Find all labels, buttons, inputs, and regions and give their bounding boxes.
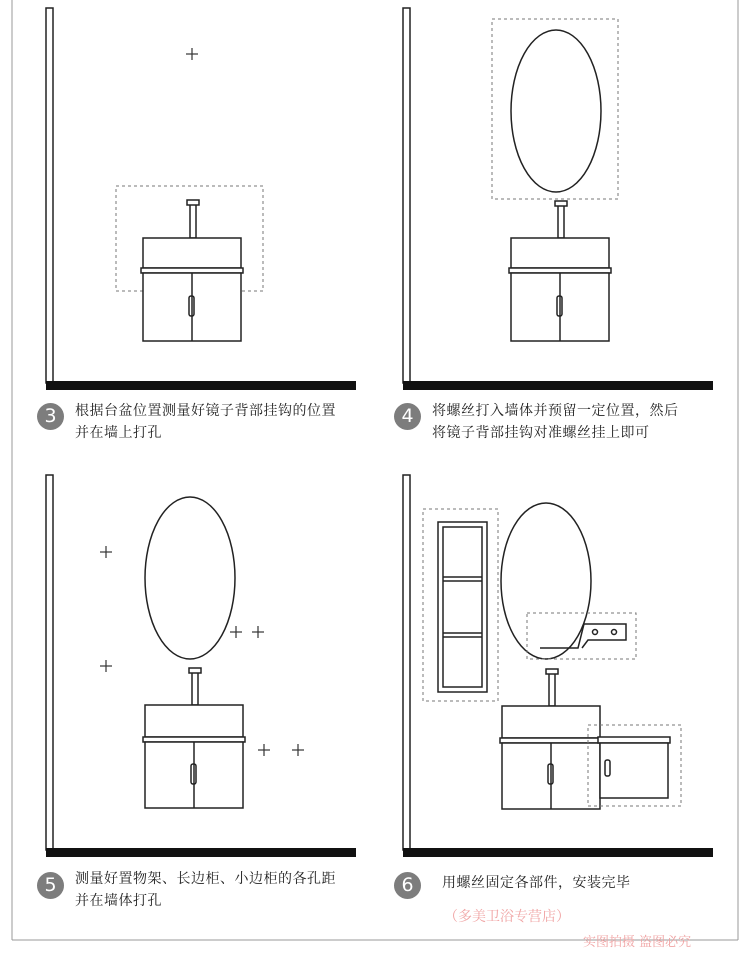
panel-step-3 <box>46 8 356 390</box>
wall <box>403 475 410 850</box>
wall <box>403 8 410 383</box>
step-4-caption-line-1: 将螺丝打入墙体并预留一定位置，然后 <box>432 403 679 419</box>
step-3-caption <box>75 400 336 444</box>
step-5-caption-line-1: 测量好置物架、长边柜、小边柜的各孔距 <box>75 871 336 887</box>
step-5-caption-line-2: 并在墙体打孔 <box>75 893 162 909</box>
step-3-number: 3 <box>37 403 64 430</box>
step-3-caption-line-1: 根据台盆位置测量好镜子背部挂钩的位置 <box>75 403 336 419</box>
step-4-caption-line-2: 将镜子背部挂钩对准螺丝挂上即可 <box>432 425 650 441</box>
oval-mirror <box>501 503 591 659</box>
step-3-caption-line-2: 并在墙上打孔 <box>75 425 162 441</box>
basin-cabinet <box>141 200 243 341</box>
small-side-cabinet <box>598 737 670 798</box>
wall-bracket <box>540 624 626 648</box>
step-5-number: 5 <box>37 872 64 899</box>
floor <box>403 848 713 857</box>
floor <box>46 848 356 857</box>
floor <box>403 381 713 390</box>
copyright-watermark: 实图拍摄 盗图必究 <box>583 935 692 950</box>
step-6-caption-line-1: 用螺丝固定各部件，安装完毕 <box>442 875 631 891</box>
oval-mirror <box>145 497 235 659</box>
drill-mark <box>186 48 198 60</box>
oval-mirror <box>511 30 601 192</box>
basin-cabinet <box>500 669 602 809</box>
wall <box>46 475 53 850</box>
floor <box>46 381 356 390</box>
step-4-number: 4 <box>394 403 421 430</box>
panel-step-5 <box>46 475 356 857</box>
basin-cabinet <box>143 668 245 808</box>
panel-step-4 <box>403 8 713 390</box>
basin-cabinet <box>509 201 611 341</box>
step-6-number: 6 <box>394 872 421 899</box>
step-5-caption <box>75 868 336 912</box>
step-4-caption <box>432 400 679 444</box>
shop-watermark: （多美卫浴专营店） <box>444 909 570 925</box>
panel-step-6 <box>403 475 713 857</box>
storage-shelf <box>438 522 487 692</box>
step-6-caption <box>442 872 631 894</box>
wall <box>46 8 53 383</box>
